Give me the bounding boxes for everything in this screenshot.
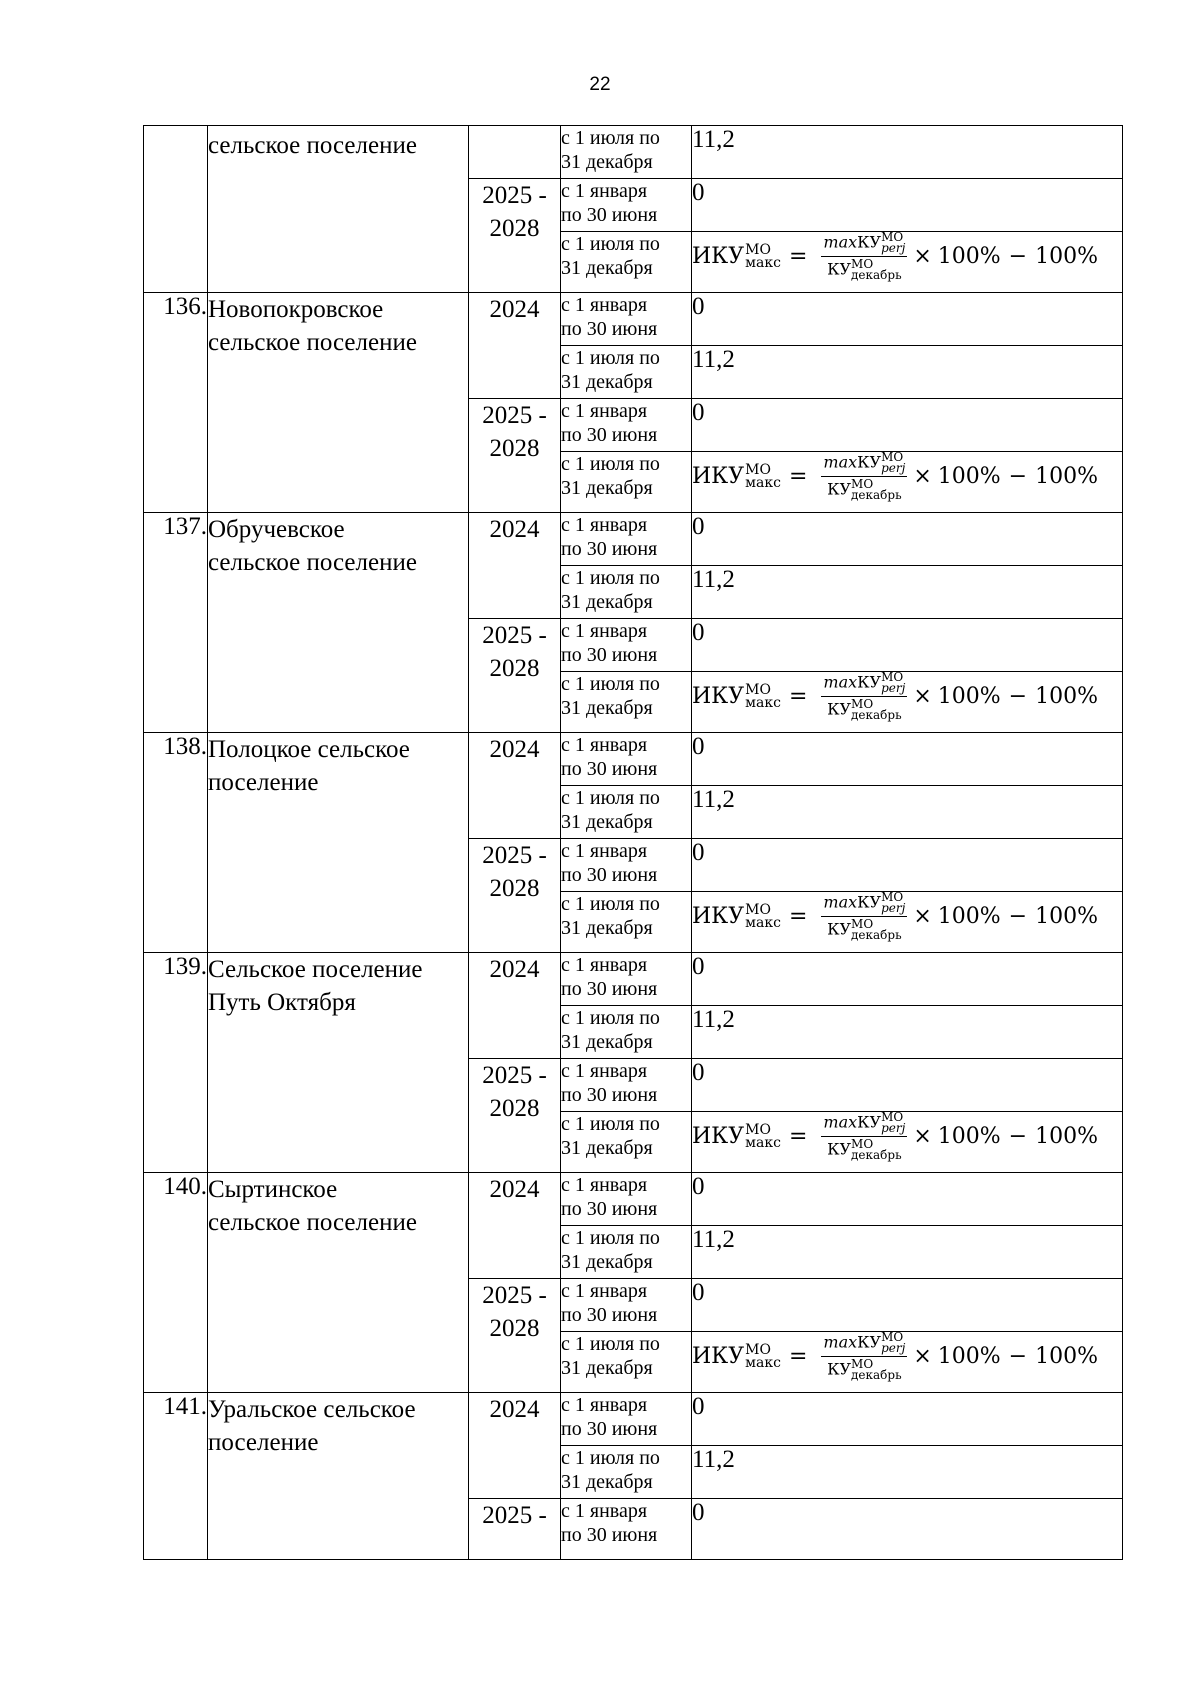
value-cell: 0 [692,399,1123,452]
period-cell: с 1 июля по 31 декабря [561,1006,692,1059]
formula-fraction: maxКУ МО perj КУ МО декабрь [823,450,906,502]
period-cell: с 1 июля по 31 декабря [561,892,692,953]
value-cell [692,1112,1123,1173]
period-cell: с 1 января по 30 июня [561,293,692,346]
formula-lhs: ИКУ [692,904,745,929]
table-row [144,513,1123,566]
year-cell: 2025 - 2028 [469,1059,561,1173]
max-index-formula: ИКУ МО макс = maxКУ МО perj КУ МО декабрь × 100% − 100% [692,450,1099,502]
value-cell: 11,2 [692,566,1123,619]
period-cell: с 1 января по 30 июня [561,619,692,672]
value-cell: 0 [692,733,1123,786]
settlement-name: Обручевское сельское поселение [208,513,469,733]
max-index-formula: ИКУ МО макс = maxКУ МО perj КУ МО декабрь × 100% − 100% [692,1330,1099,1382]
value-cell: 11,2 [692,1006,1123,1059]
value-cell [692,232,1123,293]
max-index-formula: ИКУ МО макс = maxКУ МО perj КУ МО декабрь × 100% − 100% [692,670,1099,722]
value-cell: 11,2 [692,1226,1123,1279]
period-cell: с 1 июля по 31 декабря [561,672,692,733]
value-cell: 0 [692,293,1123,346]
period-cell: с 1 января по 30 июня [561,1173,692,1226]
settlement-name: Сыртинское сельское поселение [208,1173,469,1393]
value-cell: 0 [692,179,1123,232]
table-row [144,293,1123,346]
table-row [144,953,1123,1006]
settlement-number [144,126,208,293]
period-cell: с 1 января по 30 июня [561,1279,692,1332]
value-cell [692,1332,1123,1393]
formula-lhs: ИКУ [692,464,745,489]
period-cell: с 1 января по 30 июня [561,513,692,566]
period-cell: с 1 июля по 31 декабря [561,786,692,839]
period-cell: с 1 января по 30 июня [561,953,692,1006]
formula-lhs: ИКУ [692,1124,745,1149]
settlement-name: Уральское сельское поселение [208,1393,469,1560]
settlement-number: 138. [144,733,208,953]
tariff-table [143,125,1123,1560]
year-cell: 2024 [469,513,561,619]
max-index-formula: ИКУ МО макс = maxКУ МО perj КУ МО декабрь × 100% − 100% [692,230,1099,282]
year-cell: 2025 - 2028 [469,619,561,733]
value-cell: 0 [692,1173,1123,1226]
settlement-number: 141. [144,1393,208,1560]
period-cell: с 1 января по 30 июня [561,839,692,892]
period-cell: с 1 июля по 31 декабря [561,566,692,619]
value-cell: 0 [692,619,1123,672]
year-cell: 2025 - 2028 [469,1279,561,1393]
period-cell: с 1 января по 30 июня [561,1393,692,1446]
value-cell: 11,2 [692,346,1123,399]
value-cell: 0 [692,513,1123,566]
formula-fraction: maxКУ МО perj КУ МО декабрь [823,1110,906,1162]
value-cell: 11,2 [692,126,1123,179]
value-cell: 0 [692,1499,1123,1560]
table-row [144,1393,1123,1446]
max-index-formula: ИКУ МО макс = maxКУ МО perj КУ МО декабрь × 100% − 100% [692,890,1099,942]
max-index-formula: ИКУ МО макс = maxКУ МО perj КУ МО декабрь × 100% − 100% [692,1110,1099,1162]
formula-lhs: ИКУ [692,684,745,709]
value-cell: 0 [692,1279,1123,1332]
value-cell: 0 [692,1059,1123,1112]
year-cell: 2024 [469,1393,561,1499]
period-cell: с 1 июля по 31 декабря [561,126,692,179]
period-cell: с 1 января по 30 июня [561,1059,692,1112]
year-cell: 2024 [469,293,561,399]
formula-fraction: maxКУ МО perj КУ МО декабрь [823,1330,906,1382]
formula-fraction: maxКУ МО perj КУ МО декабрь [823,670,906,722]
value-cell: 11,2 [692,786,1123,839]
period-cell: с 1 июля по 31 декабря [561,346,692,399]
table-row [144,126,1123,179]
formula-lhs: ИКУ [692,244,745,269]
settlement-number: 137. [144,513,208,733]
settlement-number: 139. [144,953,208,1173]
value-cell: 11,2 [692,1446,1123,1499]
value-cell [692,672,1123,733]
period-cell: с 1 января по 30 июня [561,179,692,232]
year-cell: 2024 [469,733,561,839]
period-cell: с 1 июля по 31 декабря [561,452,692,513]
settlement-number: 140. [144,1173,208,1393]
period-cell: с 1 июля по 31 декабря [561,1226,692,1279]
period-cell: с 1 января по 30 июня [561,399,692,452]
settlement-name: Новопокровское сельское поселение [208,293,469,513]
year-cell: 2025 - 2028 [469,179,561,293]
period-cell: с 1 июля по 31 декабря [561,1112,692,1173]
year-cell: 2025 - 2028 [469,399,561,513]
value-cell: 0 [692,839,1123,892]
period-cell: с 1 января по 30 июня [561,1499,692,1560]
period-cell: с 1 июля по 31 декабря [561,1332,692,1393]
value-cell [692,892,1123,953]
settlement-number: 136. [144,293,208,513]
formula-fraction: maxКУ МО perj КУ МО декабрь [823,890,906,942]
value-cell: 0 [692,953,1123,1006]
year-cell: 2024 [469,953,561,1059]
period-cell: с 1 января по 30 июня [561,733,692,786]
year-cell: 2025 - [469,1499,561,1560]
table-row [144,1173,1123,1226]
settlement-name: сельское поселение [208,126,469,293]
formula-lhs: ИКУ [692,1344,745,1369]
year-cell: 2025 - 2028 [469,839,561,953]
formula-fraction: maxКУ МО perj КУ МО декабрь [823,230,906,282]
settlement-name: Сельское поселение Путь Октября [208,953,469,1173]
table-row [144,733,1123,786]
year-cell: 2024 [469,1173,561,1279]
year-cell [469,126,561,179]
page-number: 22 [589,74,611,95]
value-cell: 0 [692,1393,1123,1446]
settlement-name: Полоцкое сельское поселение [208,733,469,953]
period-cell: с 1 июля по 31 декабря [561,1446,692,1499]
value-cell [692,452,1123,513]
period-cell: с 1 июля по 31 декабря [561,232,692,293]
